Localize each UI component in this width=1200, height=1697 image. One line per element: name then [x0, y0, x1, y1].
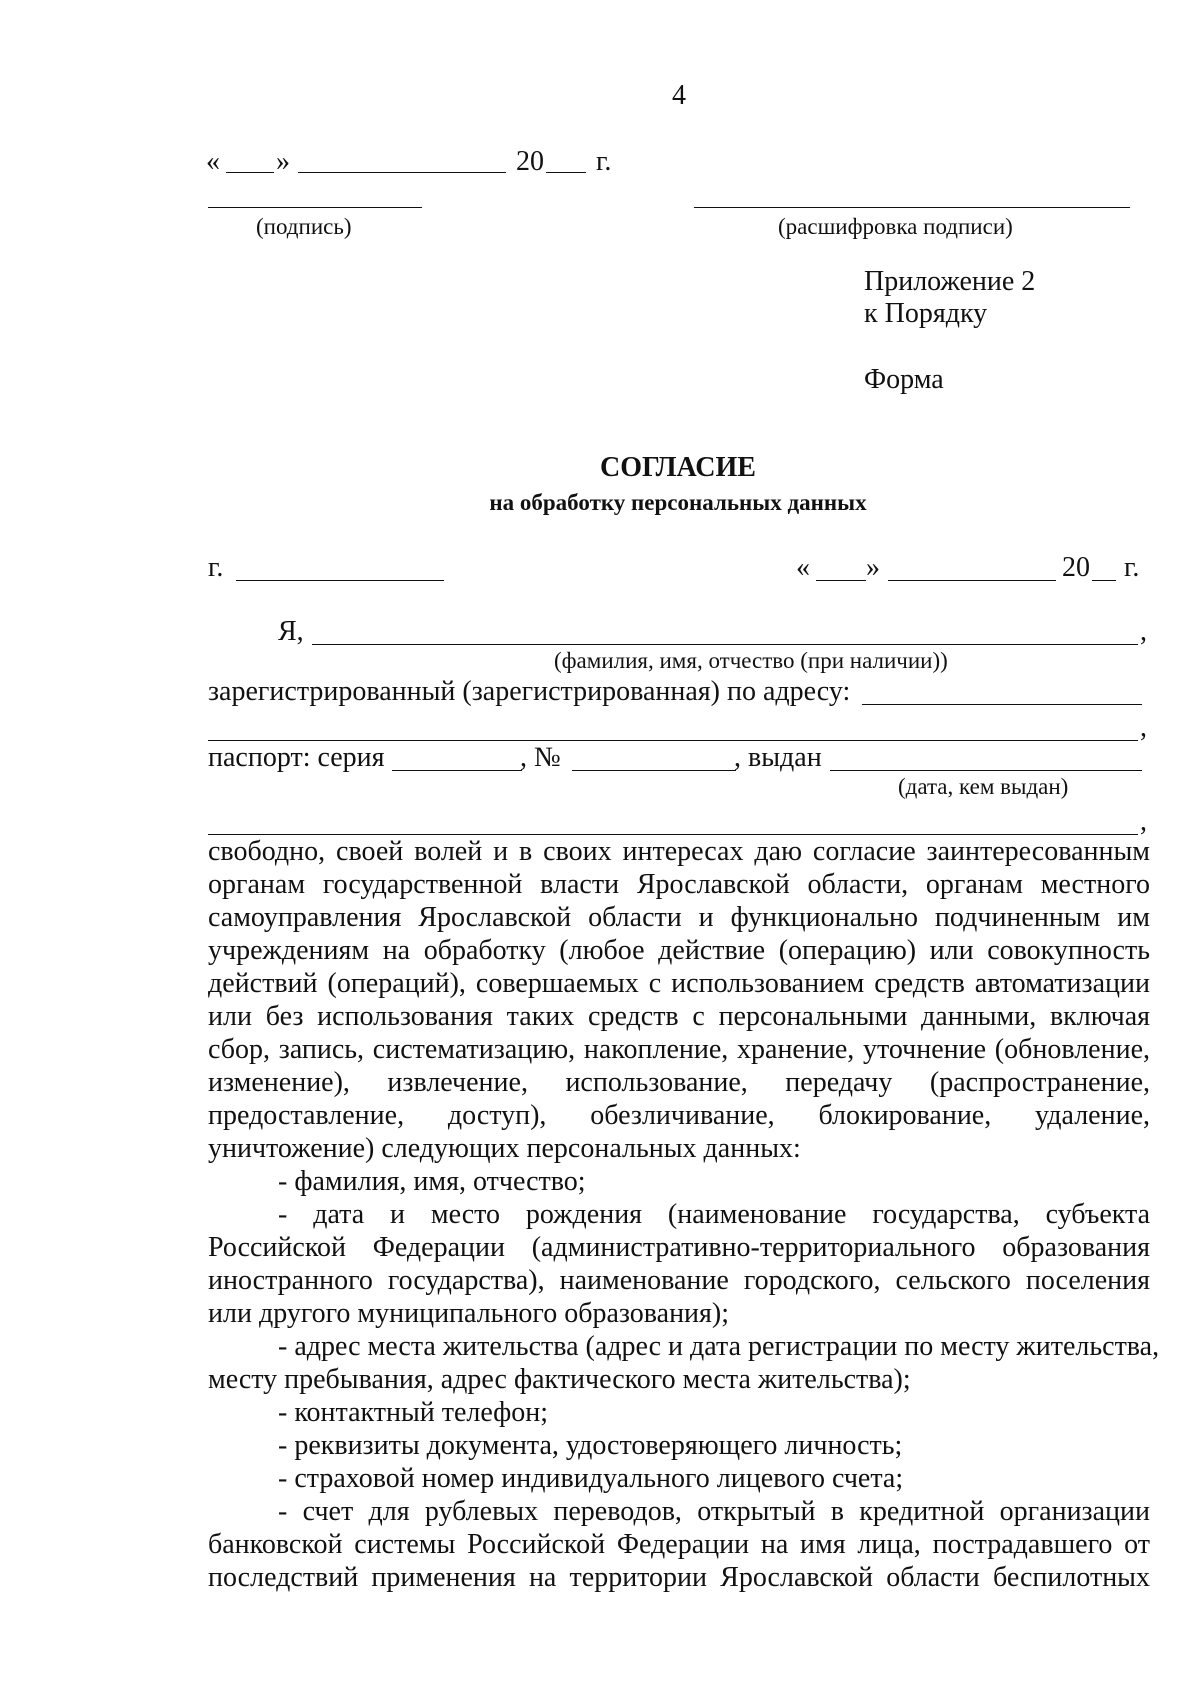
- month-blank: [298, 172, 506, 173]
- fio-blank: [312, 644, 1138, 645]
- issued-blank: [830, 770, 1142, 771]
- decoding-label: (расшифровка подписи): [778, 214, 1013, 239]
- year2-prefix: 20: [1062, 552, 1090, 583]
- list-item: - страховой номер индивидуального лицевого счета;: [278, 1463, 904, 1494]
- form-label: Форма: [864, 364, 944, 395]
- city-prefix: г.: [208, 552, 224, 583]
- document-subtitle: на обработку персональных данных: [489, 490, 867, 515]
- year-blank: [546, 172, 586, 173]
- date-close-quote: »: [276, 146, 290, 177]
- date2-close-quote: »: [866, 552, 880, 583]
- signature-label: (подпись): [256, 214, 352, 239]
- issued-blank-2: [208, 834, 1138, 835]
- list-item: - реквизиты документа, удостоверяющего личность;: [278, 1430, 903, 1461]
- list-item: - контактный телефон;: [278, 1397, 549, 1428]
- body-line: учреждениям на обработку (любое действие (операцию) или совокупность: [208, 935, 1150, 966]
- number-label: , №: [520, 742, 561, 773]
- month2-blank: [888, 580, 1056, 581]
- list-item: последствий применения на территории Ярославской области беспилотных: [208, 1562, 1150, 1593]
- page-number: 4: [672, 80, 686, 111]
- day-blank: [226, 172, 274, 173]
- date2-suffix: г.: [1124, 552, 1140, 583]
- fio-comma: ,: [1140, 616, 1147, 647]
- list-item: иностранного государства), наименование городского, сельского поселения: [208, 1265, 1150, 1296]
- fio-hint: (фамилия, имя, отчество (при наличии)): [554, 648, 948, 673]
- day2-blank: [816, 580, 866, 581]
- list-item: месту пребывания, адрес фактического места жительства);: [208, 1364, 911, 1395]
- i-prefix: Я,: [278, 616, 304, 647]
- list-item: или другого муниципального образования);: [208, 1298, 730, 1329]
- body-line: изменение), извлечение, использование, передачу (распространение,: [208, 1067, 1150, 1098]
- list-item: банковской системы Российской Федерации на имя лица, пострадавшего от: [208, 1529, 1150, 1560]
- passport-series-label: паспорт: серия: [208, 742, 385, 773]
- list-item: - фамилия, имя, отчество;: [278, 1166, 586, 1197]
- appendix-line2: к Порядку: [864, 298, 988, 329]
- date2-open-quote: «: [796, 552, 810, 583]
- number-blank: [572, 770, 736, 771]
- decoding-line: [694, 207, 1130, 208]
- body-line: сбор, запись, систематизацию, накопление, хранение, уточнение (обновление,: [208, 1034, 1150, 1065]
- body-line: свободно, своей волей и в своих интересах даю согласие заинтересованным: [208, 836, 1150, 867]
- issued-label: , выдан: [734, 742, 822, 773]
- body-line: органам государственной власти Ярославской области, органам местного: [208, 869, 1150, 900]
- year2-blank: [1092, 580, 1116, 581]
- city-blank: [236, 580, 444, 581]
- issued-hint: (дата, кем выдан): [898, 774, 1069, 799]
- date-suffix: г.: [596, 146, 612, 177]
- address-comma: ,: [1140, 712, 1147, 743]
- registered-label: зарегистрированный (зарегистрированная) по адресу:: [208, 676, 851, 707]
- body-line: предоставление, доступ), обезличивание, блокирование, удаление,: [208, 1100, 1150, 1131]
- body-line: действий (операций), совершаемых с использованием средств автоматизации: [208, 968, 1150, 999]
- body-line: или без использования таких средств с персональными данными, включая: [208, 1001, 1150, 1032]
- list-item: Российской Федерации (административно-территориального образования: [208, 1232, 1150, 1263]
- series-blank: [392, 770, 522, 771]
- issued-comma: ,: [1140, 806, 1147, 837]
- list-item: - адрес места жительства (адрес и дата регистрации по месту жительства,: [278, 1331, 1160, 1362]
- list-item: - счет для рублевых переводов, открытый в кредитной организации: [278, 1496, 1150, 1527]
- address-blank-2: [208, 740, 1138, 741]
- signature-line: [208, 207, 422, 208]
- body-line: уничтожение) следующих персональных данных:: [208, 1133, 801, 1164]
- body-line: самоуправления Ярославской области и функционально подчиненным им: [208, 902, 1150, 933]
- year-prefix: 20: [516, 146, 544, 177]
- address-blank-1: [862, 704, 1142, 705]
- date-open-quote: «: [206, 146, 220, 177]
- appendix-line1: Приложение 2: [864, 266, 1036, 297]
- document-title: СОГЛАСИЕ: [600, 452, 756, 483]
- list-item: - дата и место рождения (наименование государства, субъекта: [278, 1199, 1150, 1230]
